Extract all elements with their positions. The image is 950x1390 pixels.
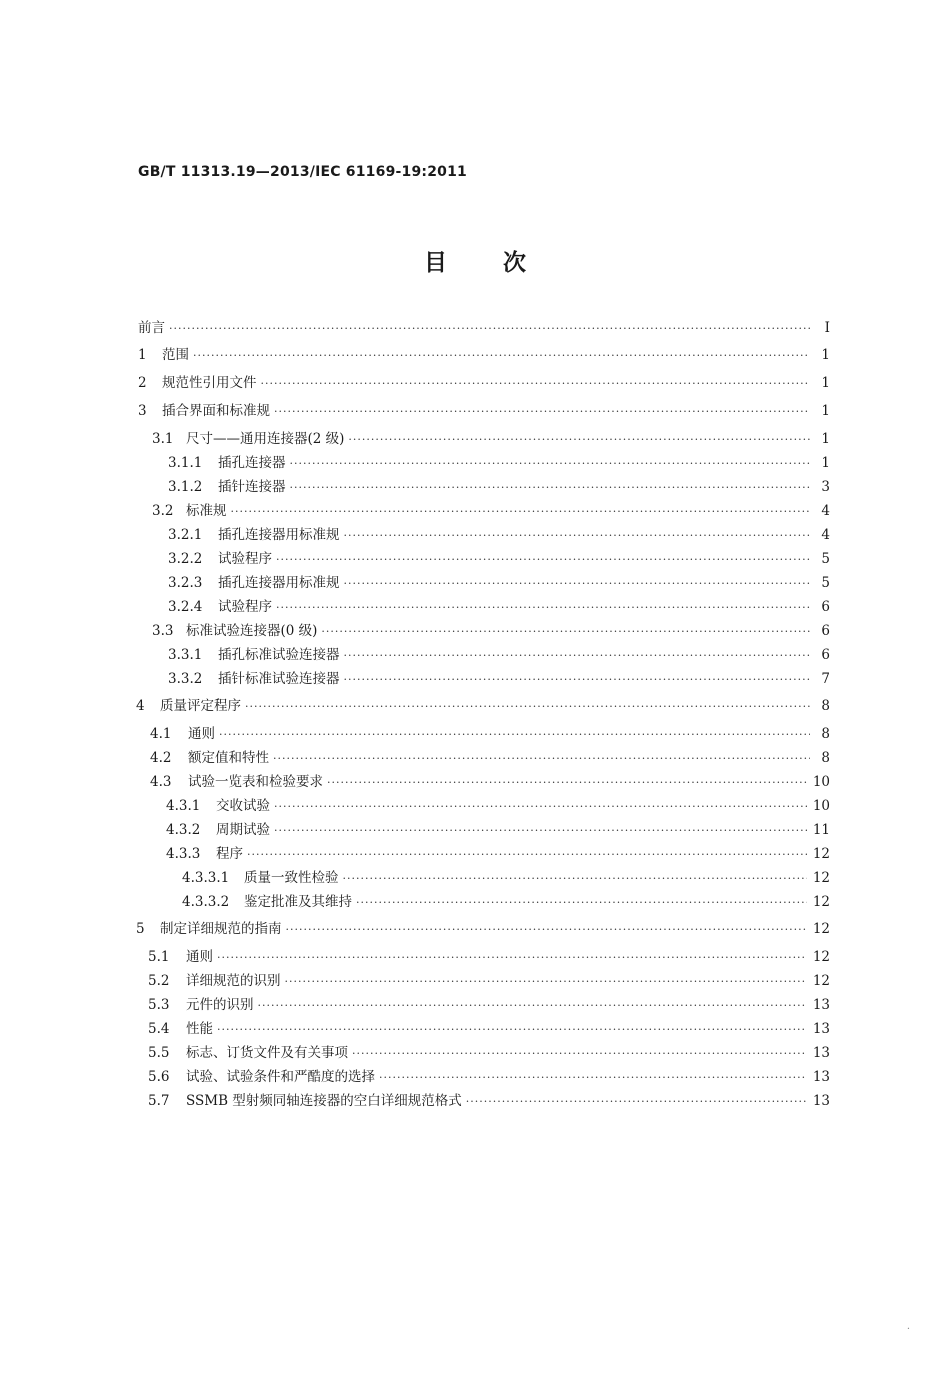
toc-entry-number: 4.3.1: [166, 798, 201, 814]
toc-leader: [290, 478, 811, 498]
toc-entry-label: 详细规范的识别: [186, 973, 281, 989]
toc-entry[interactable]: [168, 597, 830, 617]
toc-entry[interactable]: [150, 748, 830, 768]
toc-entry[interactable]: [182, 868, 830, 888]
toc-entry-label: 规范性引用文件: [162, 375, 257, 391]
toc-entry-page: 12: [812, 973, 830, 989]
toc-entry[interactable]: [152, 621, 830, 641]
toc-entry-number: 3.3: [152, 623, 174, 639]
toc-entry-page: 3: [821, 479, 830, 495]
toc-entry-label: 插孔连接器用标准规: [218, 527, 340, 543]
toc-entry[interactable]: [148, 1091, 830, 1111]
toc-entry-number: 4.3.3.2: [182, 894, 230, 910]
toc-leader: [344, 646, 811, 666]
toc-entry-page: 1: [821, 455, 830, 471]
toc-entry-number: 4.2: [150, 750, 172, 766]
toc-entry-page: 5: [821, 575, 830, 591]
toc-entry-label: 前言: [138, 320, 165, 336]
toc-entry-page: 4: [821, 527, 830, 543]
toc-entry-page: 12: [812, 846, 830, 862]
toc-entry-label: 插孔标准试验连接器: [218, 647, 340, 663]
toc-entry-label: 插针标准试验连接器: [218, 671, 340, 687]
toc-entry-page: 10: [812, 774, 830, 790]
toc-entry-page: 6: [821, 647, 830, 663]
toc-entry-number: 3.2.2: [168, 551, 203, 567]
toc-entry-number: 3.1: [152, 431, 174, 447]
toc-entry-page: 6: [821, 599, 830, 615]
toc-entry[interactable]: [148, 947, 830, 967]
toc-entry-label: 质量一致性检验: [244, 870, 339, 886]
toc-leader: [273, 749, 810, 769]
toc-leader: [344, 670, 811, 690]
toc-entry-number: 5: [136, 921, 145, 937]
toc-entry-label: 制定详细规范的指南: [160, 921, 282, 937]
toc-entry-number: 5.7: [148, 1093, 170, 1109]
toc-entry-number: 3.2.3: [168, 575, 203, 591]
toc-entry-number: 5.1: [148, 949, 170, 965]
toc-entry-number: 1: [138, 347, 147, 363]
toc-leader: [276, 550, 810, 570]
toc-entry[interactable]: [168, 549, 830, 569]
toc-entry[interactable]: [138, 401, 830, 421]
toc-entry-page: 7: [821, 671, 830, 687]
toc-entry[interactable]: [148, 971, 830, 991]
toc-entry[interactable]: [166, 820, 830, 840]
toc-entry[interactable]: [168, 525, 830, 545]
toc-leader: [217, 948, 807, 968]
toc-entry-label: 交收试验: [216, 798, 270, 814]
toc-entry[interactable]: [138, 373, 830, 393]
toc-entry[interactable]: [150, 772, 830, 792]
toc-entry-page: 1: [821, 347, 830, 363]
toc-entry-label: 插针连接器: [218, 479, 286, 495]
toc-entry[interactable]: [148, 1043, 830, 1063]
toc-entry[interactable]: [168, 645, 830, 665]
toc-leader: [193, 346, 810, 366]
toc-entry[interactable]: [166, 844, 830, 864]
toc-entry-number: 4.3.2: [166, 822, 201, 838]
toc-leader: [344, 574, 811, 594]
toc-entry[interactable]: [136, 919, 830, 939]
toc-leader: [274, 402, 810, 422]
toc-entry-number: 2: [138, 375, 147, 391]
toc-entry[interactable]: [152, 429, 830, 449]
toc-leader: [379, 1068, 807, 1088]
toc-entry-number: 5.2: [148, 973, 170, 989]
page-title: 目次: [424, 250, 582, 276]
toc-entry-label: 标志、订货文件及有关事项: [186, 1045, 348, 1061]
toc-entry[interactable]: [148, 1067, 830, 1087]
toc-leader: [169, 319, 810, 339]
toc-entry-page: 13: [812, 997, 830, 1013]
toc-entry-number: 4: [136, 698, 145, 714]
toc-leader: [286, 920, 807, 940]
toc-entry-label: 通则: [188, 726, 215, 742]
toc-entry[interactable]: [168, 573, 830, 593]
toc-entry-label: 性能: [186, 1021, 213, 1037]
toc-entry-page: 12: [812, 894, 830, 910]
toc-entry[interactable]: [168, 477, 830, 497]
toc-entry-number: 4.3: [150, 774, 172, 790]
toc-entry-page: 5: [821, 551, 830, 567]
toc-entry[interactable]: [166, 796, 830, 816]
toc-leader: [285, 972, 807, 992]
toc-entry-label: 周期试验: [216, 822, 270, 838]
toc-entry-page: 8: [821, 726, 830, 742]
toc-entry-number: 5.4: [148, 1021, 170, 1037]
toc-entry-page: 4: [821, 503, 830, 519]
toc-entry-number: 3.1.2: [168, 479, 203, 495]
toc-entry[interactable]: [148, 995, 830, 1015]
toc-entry-number: 3.2.1: [168, 527, 203, 543]
toc-entry-label: 元件的识别: [186, 997, 254, 1013]
toc-entry-label: 范围: [162, 347, 189, 363]
toc-entry[interactable]: [148, 1019, 830, 1039]
toc-entry-number: 3.3.2: [168, 671, 203, 687]
toc-entry-label: 尺寸——通用连接器(2 级): [186, 431, 345, 447]
toc-leader: [247, 845, 807, 865]
toc-entry[interactable]: [152, 501, 830, 521]
toc-entry-number: 3.2: [152, 503, 174, 519]
document-header: GB/T 11313.19—2013/IEC 61169-19:2011: [138, 164, 467, 180]
toc-entry-number: 3.1.1: [168, 455, 203, 471]
toc-leader: [261, 374, 811, 394]
toc-entry-page: 13: [812, 1021, 830, 1037]
toc-entry-label: 试验一览表和检验要求: [188, 774, 323, 790]
toc-entry-page: 1: [821, 403, 830, 419]
toc-leader: [274, 797, 807, 817]
toc-leader: [348, 430, 810, 450]
toc-leader: [217, 1020, 807, 1040]
toc-leader: [344, 526, 811, 546]
toc-entry-label: 试验、试验条件和严酷度的选择: [186, 1069, 375, 1085]
toc-entry-page: 12: [812, 870, 830, 886]
toc-entry[interactable]: [136, 696, 830, 716]
toc-entry-page: 1: [821, 431, 830, 447]
toc-entry-page: 13: [812, 1069, 830, 1085]
toc-entry-number: 3.2.4: [168, 599, 203, 615]
toc-entry-label: 插孔连接器: [218, 455, 286, 471]
toc-entry-number: 5.5: [148, 1045, 170, 1061]
toc-leader: [245, 697, 810, 717]
toc-entry-label: 程序: [216, 846, 243, 862]
toc-entry-label: 试验程序: [218, 551, 272, 567]
toc-entry-label: 试验程序: [218, 599, 272, 615]
toc-entry-label: 标准规: [186, 503, 227, 519]
toc-entry-page: 13: [812, 1093, 830, 1109]
toc-leader: [258, 996, 807, 1016]
toc-leader: [466, 1092, 807, 1112]
toc-entry-page: 13: [812, 1045, 830, 1061]
toc-entry-page: 11: [812, 822, 830, 838]
toc-entry-label: 插孔连接器用标准规: [218, 575, 340, 591]
toc-entry[interactable]: [138, 345, 830, 365]
toc-entry-page: 12: [812, 921, 830, 937]
toc-leader: [276, 598, 810, 618]
toc-entry-number: 5.6: [148, 1069, 170, 1085]
toc-leader: [327, 773, 807, 793]
toc-entry-number: 3: [138, 403, 147, 419]
toc-leader: [352, 1044, 807, 1064]
toc-entry-foreword[interactable]: [138, 318, 830, 338]
toc-entry-page: 6: [821, 623, 830, 639]
toc-entry-number: 4.1: [150, 726, 172, 742]
toc-entry-label: 额定值和特性: [188, 750, 269, 766]
toc-leader: [231, 502, 811, 522]
scan-mark: ·: [906, 1324, 910, 1335]
toc-entry[interactable]: [168, 453, 830, 473]
toc-leader: [219, 725, 810, 745]
toc-entry-page: 12: [812, 949, 830, 965]
toc-entry-number: 3.3.1: [168, 647, 203, 663]
toc-entry-page: 1: [821, 375, 830, 391]
toc-entry[interactable]: [168, 669, 830, 689]
toc-entry-label: SSMB 型射频同轴连接器的空白详细规范格式: [186, 1093, 462, 1109]
toc-entry-label: 标准试验连接器(0 级): [186, 623, 318, 639]
toc-entry[interactable]: [150, 724, 830, 744]
toc-entry-number: 5.3: [148, 997, 170, 1013]
toc-leader: [290, 454, 811, 474]
toc-entry-page: 10: [812, 798, 830, 814]
toc-leader: [274, 821, 807, 841]
toc-leader: [343, 869, 807, 889]
toc-entry-label: 质量评定程序: [160, 698, 241, 714]
toc-entry-page: 8: [821, 750, 830, 766]
toc-entry[interactable]: [182, 892, 830, 912]
toc-leader: [321, 622, 810, 642]
toc-entry-label: 鉴定批准及其维持: [244, 894, 352, 910]
toc-entry-number: 4.3.3: [166, 846, 201, 862]
toc-entry-label: 通则: [186, 949, 213, 965]
toc-entry-page: 8: [821, 698, 830, 714]
toc-leader: [356, 893, 807, 913]
toc-entry-page: I: [824, 320, 830, 336]
toc-entry-number: 4.3.3.1: [182, 870, 230, 886]
toc-entry-label: 插合界面和标准规: [162, 403, 270, 419]
